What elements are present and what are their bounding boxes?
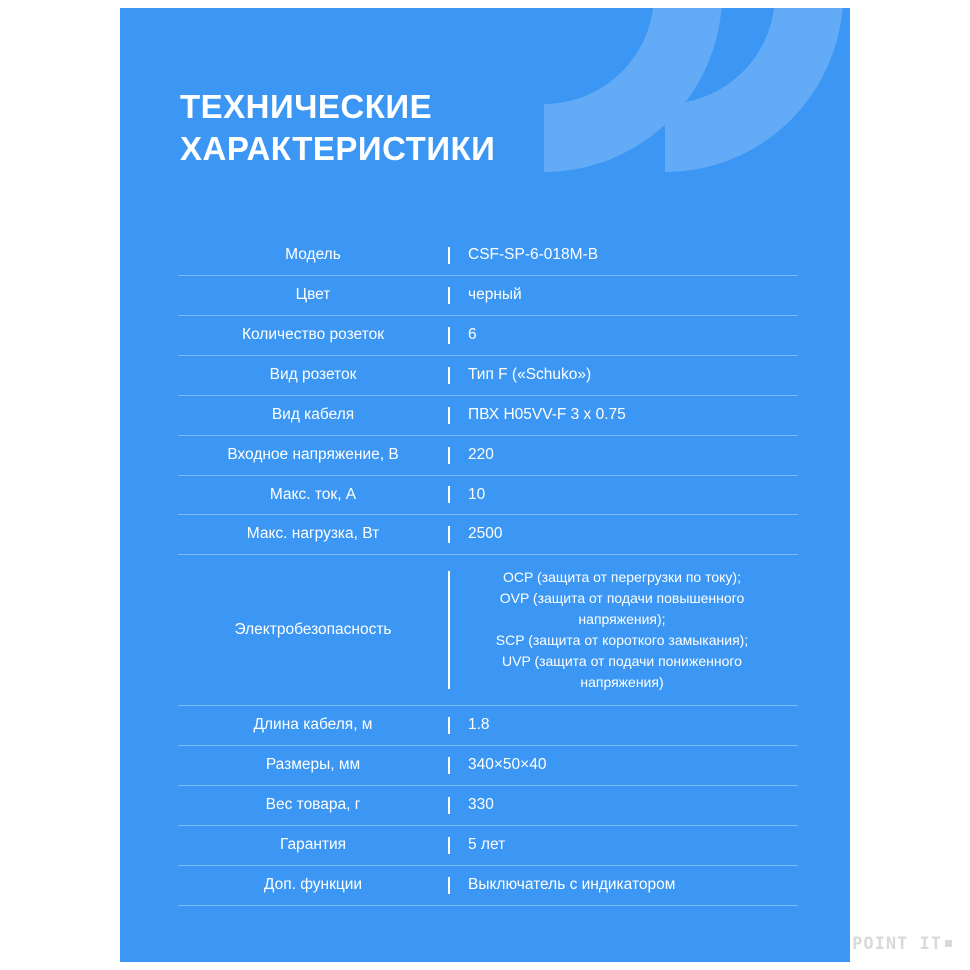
row-label: Гарантия [279, 836, 347, 854]
table-row [178, 786, 798, 826]
table-row [178, 706, 798, 746]
watermark-text: POINT IT [852, 934, 942, 954]
row-value: 220 [468, 445, 494, 463]
table-row [178, 826, 798, 866]
row-value: 6 [468, 325, 477, 343]
row-label: Модель [285, 246, 341, 263]
page-title-line-1: ТЕХНИЧЕСКИЕ [180, 88, 433, 125]
watermark [852, 934, 952, 954]
table-row [178, 475, 798, 515]
table-row [178, 515, 798, 555]
row-label: Доп. функции [263, 876, 363, 894]
row-label: Вес товара, г [265, 796, 361, 814]
row-value: 330 [468, 796, 494, 814]
row-label: Электробезопасность [234, 620, 392, 638]
protection-line: UVP (защита от подачи пониженного напряжения) [502, 653, 742, 691]
row-label: Макс. нагрузка, Вт [246, 525, 380, 543]
row-value [450, 555, 798, 706]
table-row [178, 236, 798, 275]
row-label: Вид розеток [269, 365, 357, 383]
decorative-arc-icon [665, 8, 843, 172]
row-label: Длина кабеля, м [253, 716, 373, 734]
row-value: 2500 [468, 525, 503, 543]
row-label: Цвет [295, 285, 331, 303]
row-label: Количество розеток [242, 325, 384, 343]
spec-card [120, 8, 850, 962]
row-value: ПВХ H05VV-F 3 x 0.75 [468, 405, 626, 423]
row-value: 1.8 [468, 716, 490, 734]
row-value: 340×50×40 [468, 756, 547, 774]
row-value: черный [468, 285, 522, 303]
protection-line: OCP (защита от перегрузки по току); [503, 569, 741, 586]
table-row [178, 746, 798, 786]
protection-line: OVP (защита от подачи повышенного напряжения); [499, 590, 745, 628]
page-title-line-2: ХАРАКТЕРИСТИКИ [180, 130, 496, 168]
table-row [178, 315, 798, 355]
row-value: 5 лет [468, 836, 506, 854]
row-label: Макс. ток, А [269, 485, 357, 503]
table-row [178, 866, 798, 906]
row-label: Входное напряжение, В [227, 445, 399, 463]
row-value: 10 [468, 485, 486, 503]
watermark-dot-icon [945, 940, 952, 947]
page-title [180, 86, 600, 170]
row-value: CSF-SP-6-018M-B [468, 246, 599, 263]
row-value: Тип F («Schuko») [468, 365, 592, 383]
specifications-table [178, 236, 798, 906]
row-label: Размеры, мм [265, 756, 361, 774]
row-value: Выключатель с индикатором [468, 876, 676, 894]
table-row [178, 275, 798, 315]
row-label: Вид кабеля [271, 405, 355, 423]
protection-line: SCP (защита от короткого замыкания); [495, 632, 749, 649]
table-row [178, 355, 798, 395]
table-row [178, 395, 798, 435]
table-row [178, 435, 798, 475]
table-row-protection [178, 555, 798, 706]
